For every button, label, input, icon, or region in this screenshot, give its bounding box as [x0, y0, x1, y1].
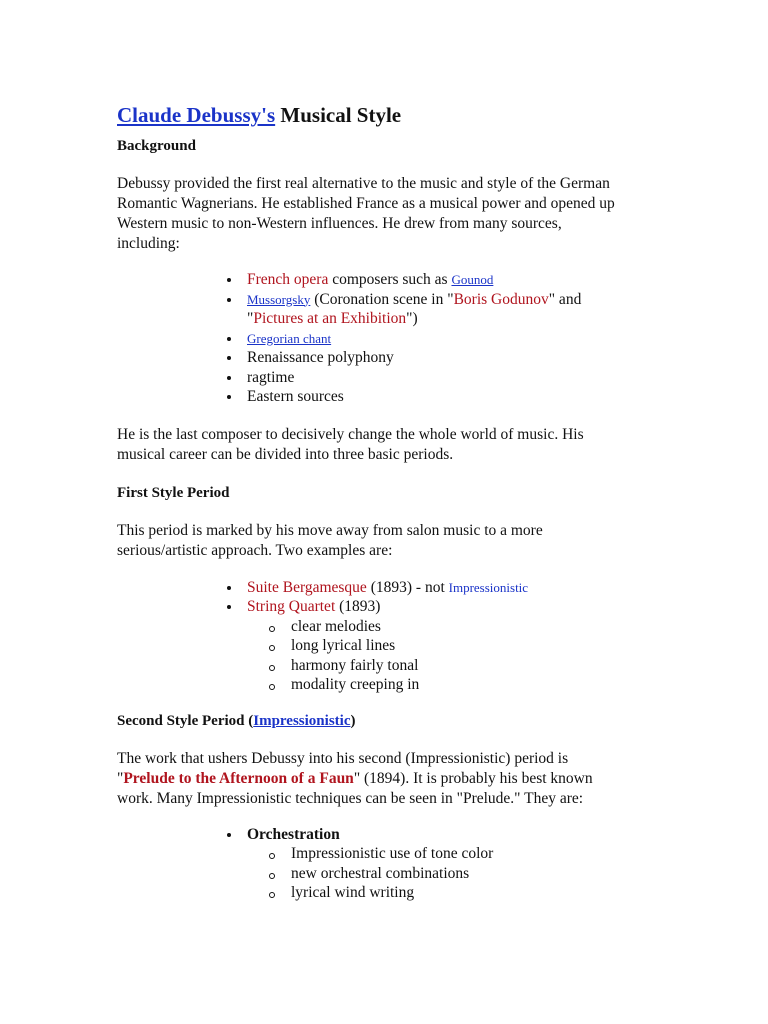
second-period-paragraph [117, 749, 727, 809]
list-text: composers such as [328, 271, 452, 288]
red-term: Prelude to the Afternoon of a Faun [123, 769, 354, 787]
text-line: " (1894). It is probably his best known [353, 769, 593, 787]
orchestration-sublist [247, 844, 727, 903]
list-text: (1893) - not [366, 578, 449, 596]
link-gounod[interactable]: Gounod [451, 272, 494, 287]
text-line: work. Many Impressionistic techniques can be seen in "Prelude." They are: [117, 789, 584, 807]
sub-list-item: new orchestral combinations [269, 864, 727, 884]
text-line: including: [117, 235, 180, 252]
list-item [227, 597, 727, 695]
first-period-paragraph [117, 521, 727, 561]
list-text: (Coronation scene in " [310, 290, 454, 308]
blue-term: Impressionistic [448, 579, 529, 595]
list-text: ") [406, 310, 418, 327]
sub-list-item: clear melodies [269, 617, 727, 637]
heading-text: ) [350, 712, 356, 729]
background-paragraph-1 [117, 174, 727, 254]
red-term: Suite Bergamesque [247, 578, 367, 596]
red-term: Boris Godunov [453, 290, 549, 308]
background-paragraph-2 [117, 425, 727, 465]
list-item [227, 329, 727, 349]
text-line: This period is marked by his move away from salon music to a more [117, 521, 543, 539]
document-content [117, 98, 727, 903]
heading-background: Background [117, 138, 196, 154]
red-term: String Quartet [247, 598, 336, 615]
title-text: Musical Style [275, 103, 402, 127]
link-gregorian-chant[interactable]: Gregorian chant [247, 330, 332, 346]
red-term: French opera [247, 271, 329, 288]
sub-list-item: harmony fairly tonal [269, 656, 727, 676]
list-text: (1893) [335, 598, 381, 615]
bold-term: Orchestration [247, 825, 340, 843]
list-text: " [247, 310, 254, 327]
title-link-debussy[interactable]: Claude Debussy's [117, 103, 276, 127]
link-mussorgsky[interactable]: Mussorgsky [247, 291, 311, 307]
sub-list-item: long lyrical lines [269, 636, 727, 656]
heading-second-style-period [117, 711, 727, 731]
link-impressionistic[interactable]: Impressionistic [253, 712, 351, 729]
text-line: Romantic Wagnerians. He established France as a musical power and opened up [117, 195, 615, 212]
text-line: The work that ushers Debussy into his second (Impressionistic) period is [117, 749, 569, 767]
text-line: musical career can be divided into three basic periods. [117, 445, 454, 463]
text-line: Debussy provided the first real alternative to the music and style of the German [117, 175, 610, 192]
sub-list-item: Impressionistic use of tone color [269, 844, 727, 864]
influences-list [117, 270, 727, 407]
string-quartet-sublist [247, 617, 727, 695]
list-item: Renaissance polyphony [227, 348, 727, 368]
list-item: ragtime [227, 368, 727, 388]
sub-list-item: modality creeping in [269, 675, 727, 695]
first-period-list [117, 578, 727, 695]
heading-text: Second Style Period ( [117, 712, 254, 729]
heading-first-style-period: First Style Period [117, 484, 230, 501]
text-line: serious/artistic approach. Two examples are: [117, 541, 393, 559]
text-line: Western music to non-Western influences. He drew from many sources, [117, 215, 562, 232]
second-period-list [117, 825, 727, 903]
sub-list-item: lyrical wind writing [269, 883, 727, 903]
list-item [227, 290, 727, 329]
list-item [227, 578, 727, 598]
text-line: " [117, 769, 124, 787]
page-title [117, 98, 727, 132]
list-text: " and [548, 290, 582, 308]
red-term: Pictures at an Exhibition [253, 310, 407, 327]
list-item [227, 270, 727, 290]
list-item: Eastern sources [227, 387, 727, 407]
text-line: He is the last composer to decisively change the whole world of music. His [117, 425, 584, 443]
list-item [227, 825, 727, 903]
